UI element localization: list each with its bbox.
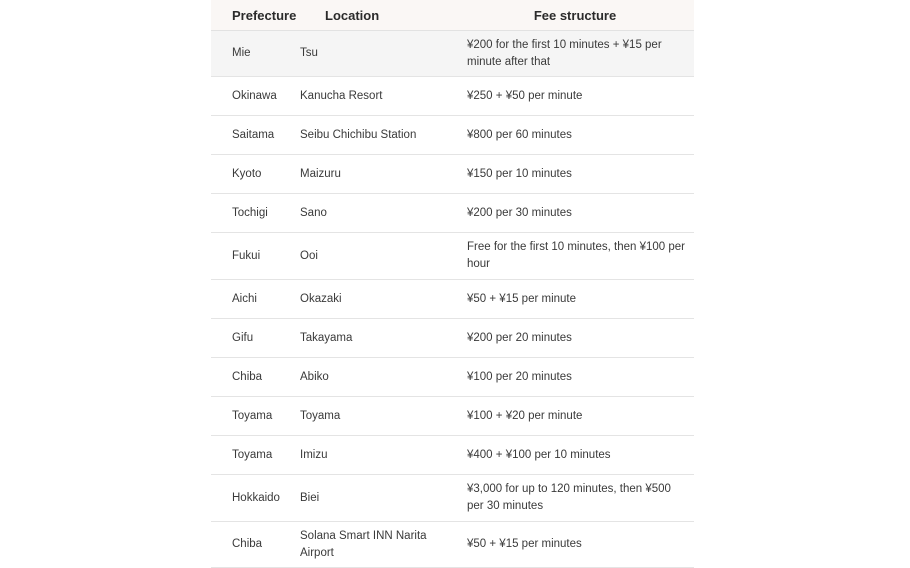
cell-prefecture: Toyama bbox=[211, 436, 300, 475]
table-body bbox=[211, 31, 694, 568]
cell-prefecture: Hokkaido bbox=[211, 475, 300, 522]
cell-prefecture: Gifu bbox=[211, 319, 300, 358]
cell-prefecture: Saitama bbox=[211, 116, 300, 155]
cell-fee: Free for the first 10 minutes, then ¥100 per hour bbox=[456, 233, 694, 280]
table-row bbox=[211, 233, 694, 280]
table-row bbox=[211, 397, 694, 436]
cell-fee: ¥200 per 30 minutes bbox=[456, 194, 694, 233]
table-header bbox=[211, 0, 694, 31]
cell-fee: ¥800 per 60 minutes bbox=[456, 116, 694, 155]
cell-location: Takayama bbox=[300, 319, 456, 358]
cell-location: Maizuru bbox=[300, 155, 456, 194]
cell-location: Ooi bbox=[300, 233, 456, 280]
cell-fee: ¥200 per 20 minutes bbox=[456, 319, 694, 358]
cell-prefecture: Mie bbox=[211, 31, 300, 77]
table-row bbox=[211, 522, 694, 568]
header-fee-structure: Fee structure bbox=[456, 0, 694, 31]
cell-fee: ¥150 per 10 minutes bbox=[456, 155, 694, 194]
cell-prefecture: Tochigi bbox=[211, 194, 300, 233]
cell-prefecture: Kyoto bbox=[211, 155, 300, 194]
cell-prefecture: Fukui bbox=[211, 233, 300, 280]
cell-location: Okazaki bbox=[300, 280, 456, 319]
cell-location: Toyama bbox=[300, 397, 456, 436]
fee-table-container bbox=[211, 0, 694, 568]
table-row bbox=[211, 475, 694, 522]
cell-location: Seibu Chichibu Station bbox=[300, 116, 456, 155]
header-location-label: Location bbox=[325, 7, 380, 23]
cell-prefecture: Okinawa bbox=[211, 77, 300, 116]
header-row bbox=[211, 0, 694, 31]
table-row bbox=[211, 319, 694, 358]
cell-location: Tsu bbox=[300, 31, 456, 77]
cell-fee: ¥100 + ¥20 per minute bbox=[456, 397, 694, 436]
table-row bbox=[211, 358, 694, 397]
table-row bbox=[211, 31, 694, 77]
fee-table bbox=[211, 0, 694, 568]
cell-prefecture: Aichi bbox=[211, 280, 300, 319]
cell-fee: ¥250 + ¥50 per minute bbox=[456, 77, 694, 116]
cell-prefecture: Chiba bbox=[211, 358, 300, 397]
cell-location: Kanucha Resort bbox=[300, 77, 456, 116]
cell-fee: ¥400 + ¥100 per 10 minutes bbox=[456, 436, 694, 475]
table-row bbox=[211, 194, 694, 233]
table-row bbox=[211, 77, 694, 116]
cell-fee: ¥200 for the first 10 minutes + ¥15 per minute after that bbox=[456, 31, 694, 77]
cell-prefecture: Chiba bbox=[211, 522, 300, 568]
cell-fee: ¥100 per 20 minutes bbox=[456, 358, 694, 397]
header-prefecture: Prefecture bbox=[211, 0, 300, 31]
header-location bbox=[300, 0, 456, 31]
cell-location: Imizu bbox=[300, 436, 456, 475]
table-row bbox=[211, 155, 694, 194]
table-row bbox=[211, 280, 694, 319]
cell-location: Abiko bbox=[300, 358, 456, 397]
cell-fee: ¥3,000 for up to 120 minutes, then ¥500 per 30 minutes bbox=[456, 475, 694, 522]
cell-location: Sano bbox=[300, 194, 456, 233]
table-row bbox=[211, 116, 694, 155]
cell-location: Biei bbox=[300, 475, 456, 522]
cell-fee: ¥50 + ¥15 per minutes bbox=[456, 522, 694, 568]
cell-prefecture: Toyama bbox=[211, 397, 300, 436]
cell-fee: ¥50 + ¥15 per minute bbox=[456, 280, 694, 319]
table-row bbox=[211, 436, 694, 475]
cell-location: Solana Smart INN Narita Airport bbox=[300, 522, 456, 568]
